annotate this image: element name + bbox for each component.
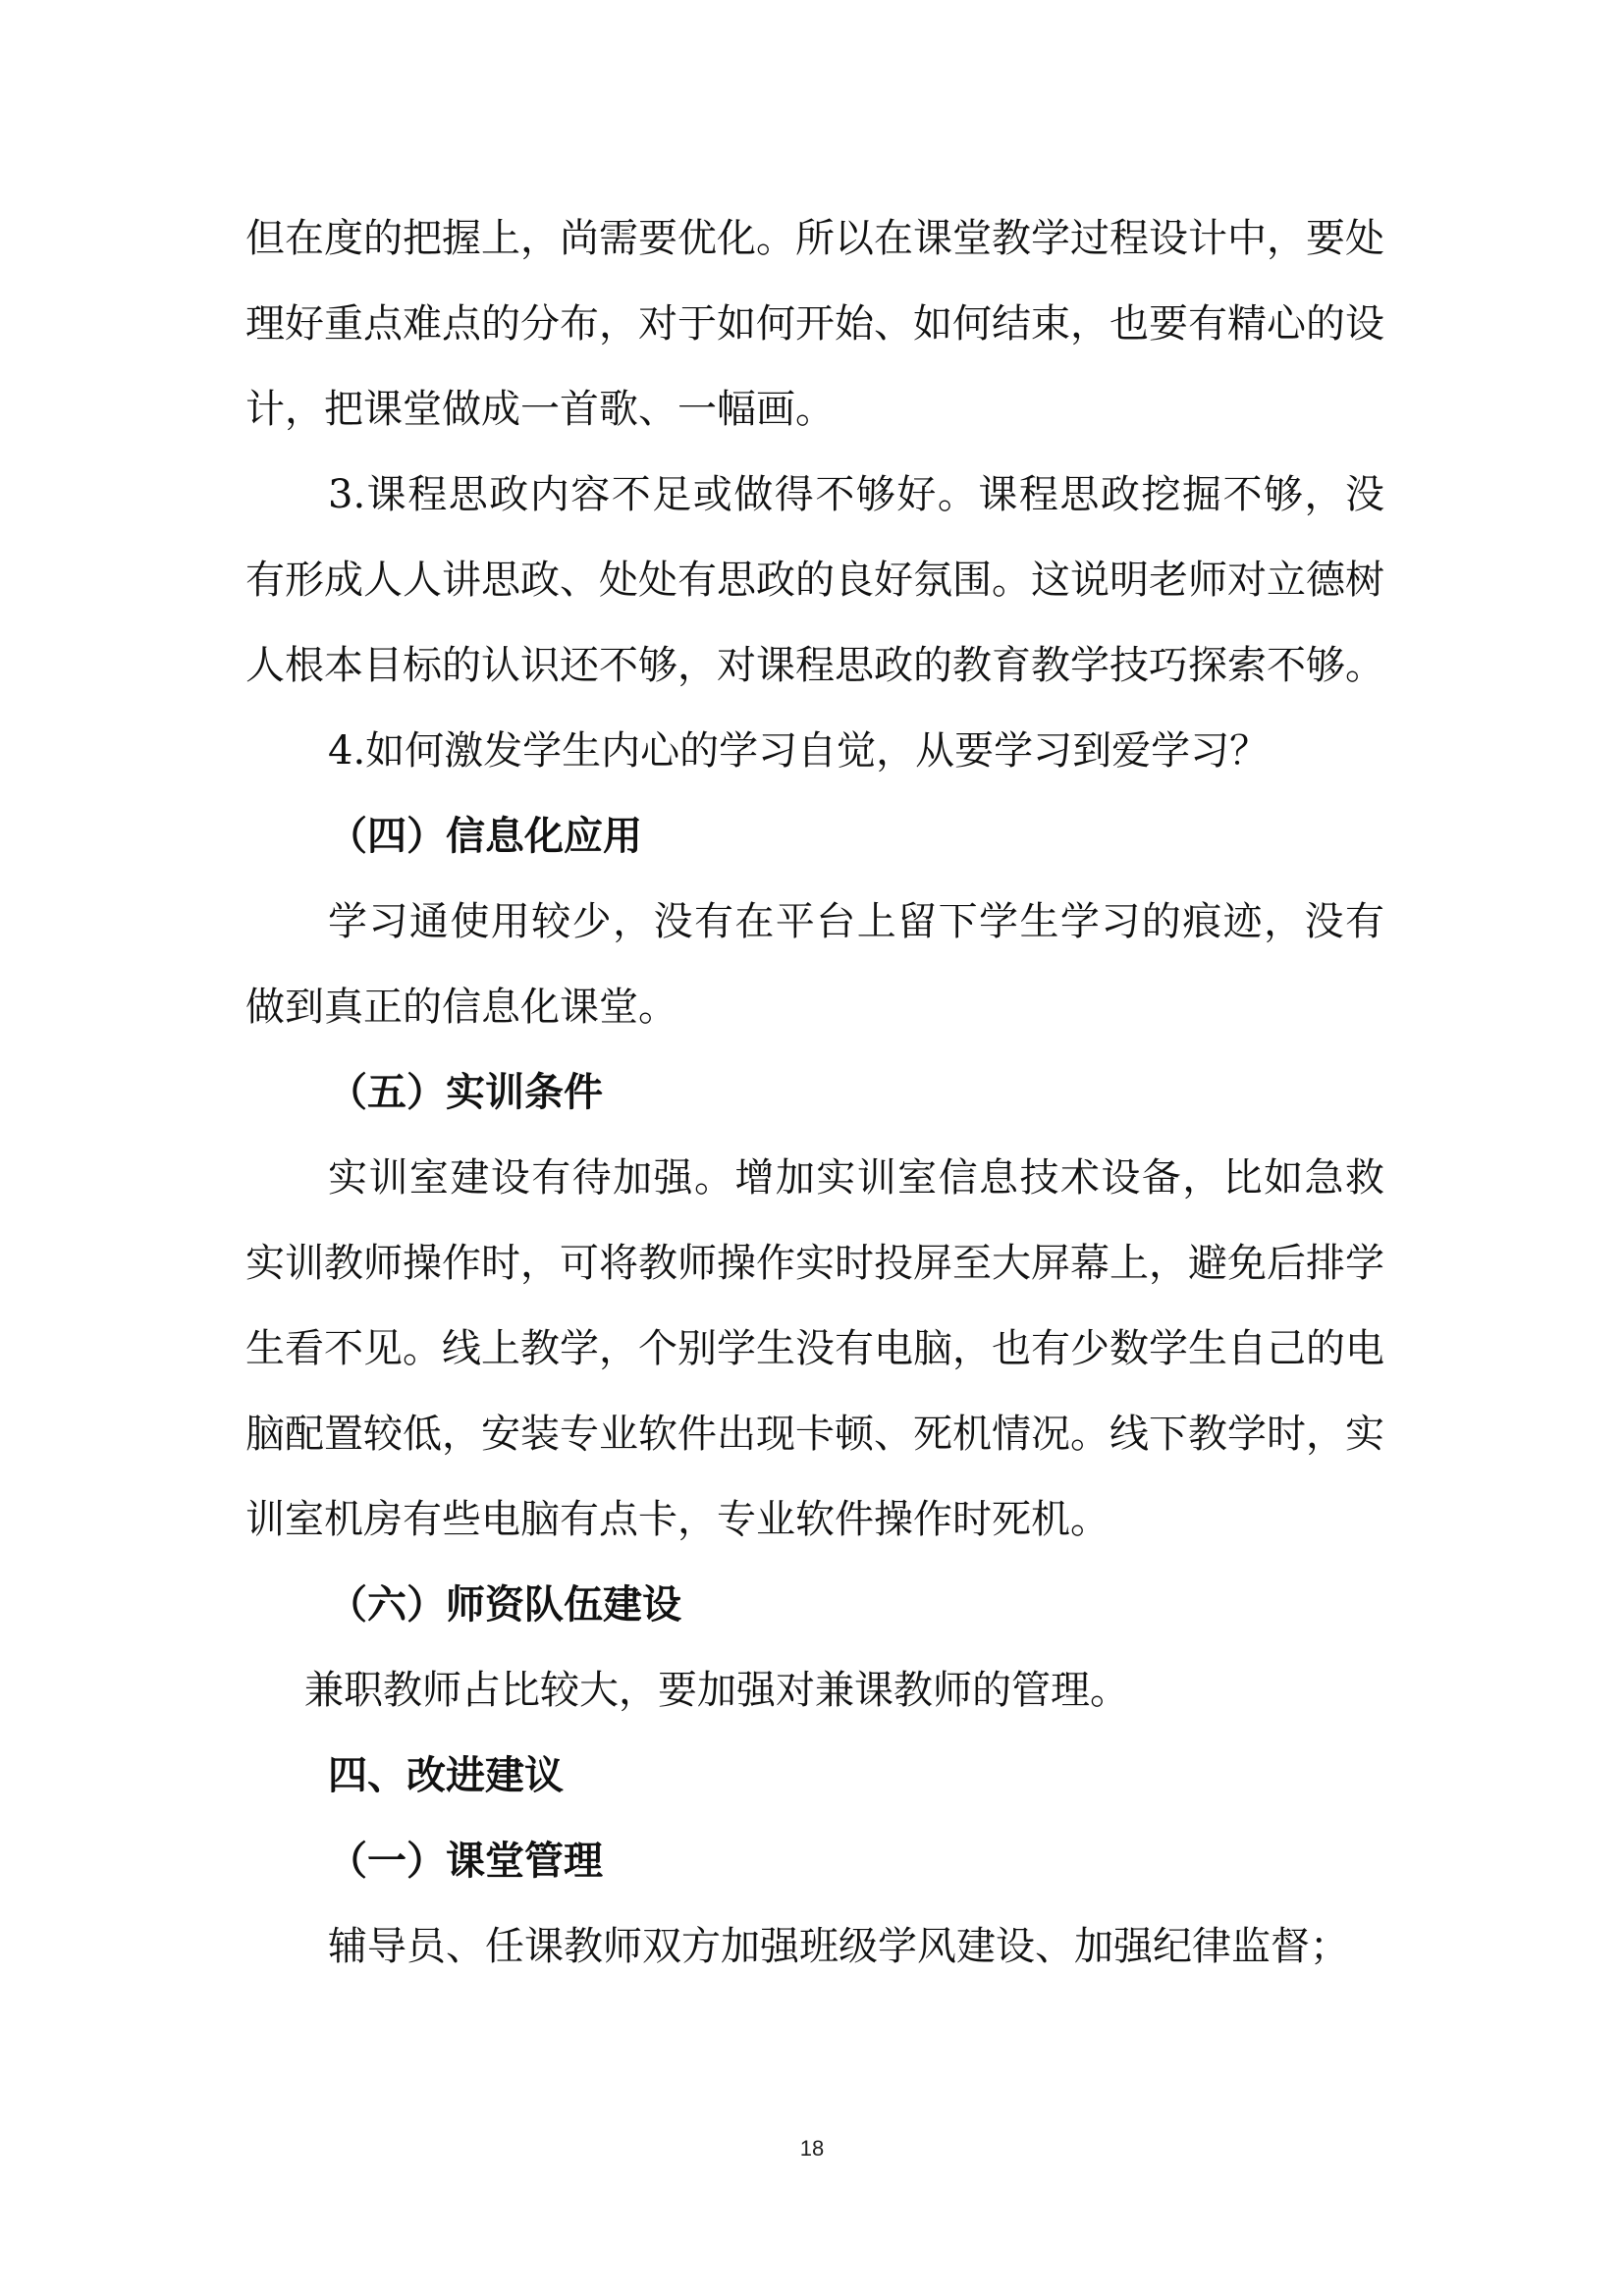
section-heading-classroom-management: （一）课堂管理 [328, 1839, 603, 1884]
page-number: 18 [799, 2136, 825, 2161]
section-heading-faculty: （六）师资队伍建设 [328, 1582, 681, 1628]
paragraph-item-4: 4.如何激发学生内心的学习自觉，从要学习到爱学习？ [328, 728, 1270, 774]
section-heading-training-conditions: （五）实训条件 [328, 1070, 603, 1115]
paragraph-informatization: 学习通使用较少，没有在平台上留下学生学习的痕迹，没有做到真正的信息化课堂。 [245, 899, 1384, 1030]
paragraph-faculty: 兼职教师占比较大，要加强对兼课教师的管理。 [304, 1668, 1129, 1713]
document-body [245, 196, 1384, 1990]
section-heading-improvement: 四、改进建议 [328, 1753, 564, 1798]
paragraph-training-conditions: 实训室建设有待加强。增加实训室信息技术设备，比如急救实训教师操作时，可将教师操作实时投屏至大屏幕上，避免后排学生看不见。线上教学，个别学生没有电脑，也有少数学生自己的电脑配置较低，安装专业软件出现卡顿、死机情况。线下教学时，实训室机房有些电脑有点卡，专业软件操作时死机。 [245, 1155, 1384, 1542]
paragraph-continuation: 但在度的把握上，尚需要优化。所以在课堂教学过程设计中，要处理好重点难点的分布，对于如何开始、如何结束，也要有精心的设计，把课堂做成一首歌、一幅画。 [245, 216, 1384, 432]
section-heading-informatization: （四）信息化应用 [328, 814, 642, 859]
paragraph-classroom-management: 辅导员、任课教师双方加强班级学风建设、加强纪律监督； [328, 1924, 1349, 1969]
paragraph-item-3: 3.课程思政内容不足或做得不够好。课程思政挖掘不够，没有形成人人讲思政、处处有思政的良好氛围。这说明老师对立德树人根本目标的认识还不够，对课程思政的教育教学技巧探索不够。 [245, 472, 1384, 688]
